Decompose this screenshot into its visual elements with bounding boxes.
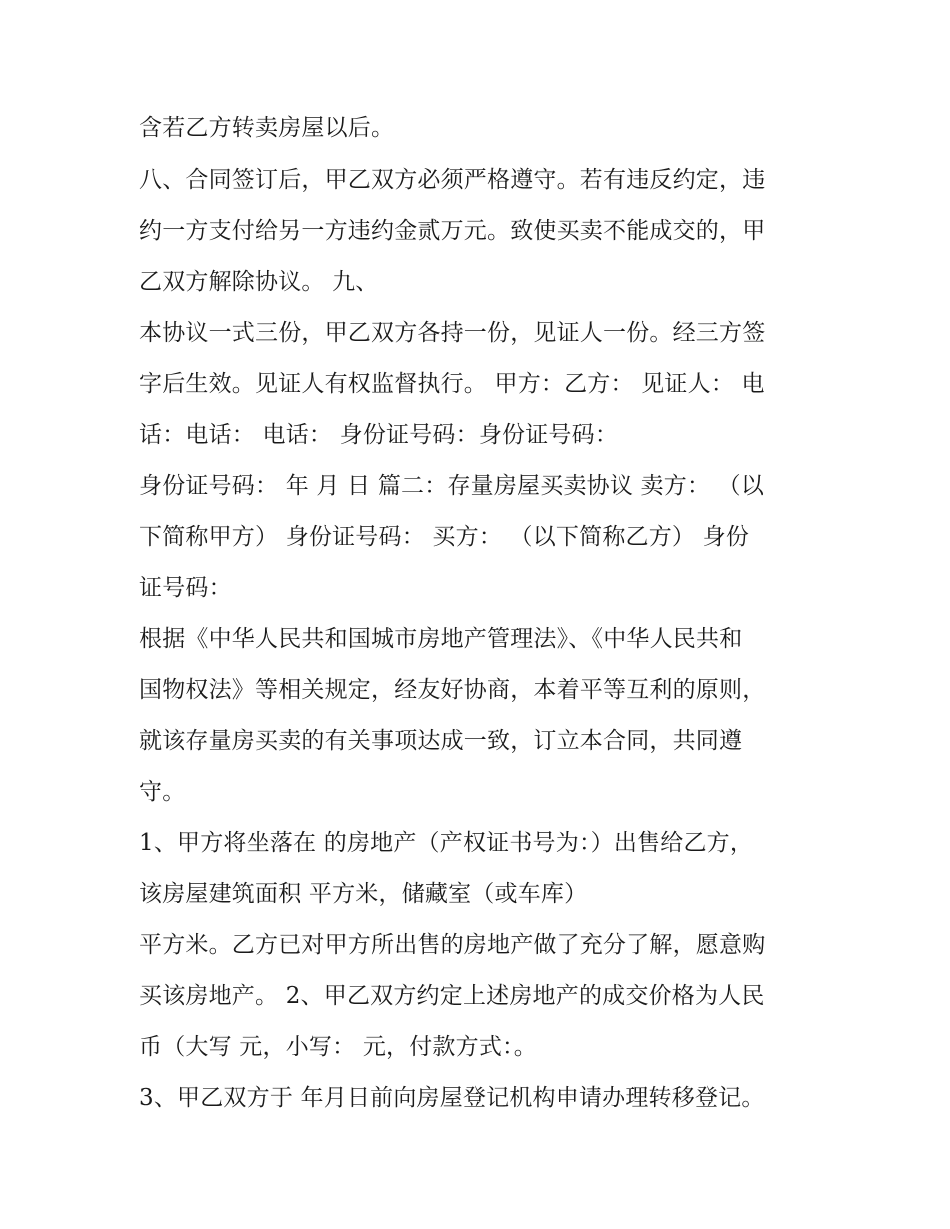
text-line: 约一方支付给另一方违约金贰万元。致使买卖不能成交的，甲 — [139, 218, 766, 244]
text-line: 下简称甲方） 身份证号码： 买方： （以下简称乙方） 身份 — [139, 524, 750, 550]
text-line: 该房屋建筑面积 平方米，储藏室（或车库） — [139, 881, 588, 907]
text-line: 含若乙方转卖房屋以后。 — [139, 115, 395, 141]
text-line: 平方米。乙方已对甲方所出售的房地产做了充分了解，愿意购 — [139, 932, 766, 958]
text-line: 乙双方解除协议。 九、 — [139, 269, 379, 295]
text-line: 字后生效。见证人有权监督执行。 甲方：乙方： 见证人： 电 — [139, 371, 765, 397]
text-line: 八、合同签订后，甲乙双方必须严格遵守。若有违反约定，违 — [139, 167, 766, 193]
text-line: 证号码： — [139, 575, 232, 601]
text-line: 币（大写 元，小写： 元，付款方式：。 — [139, 1034, 537, 1060]
text-line: 身份证号码： 年 月 日 篇二：存量房屋买卖协议 卖方： （以 — [139, 473, 765, 499]
text-line: 国物权法》等相关规定，经友好协商，本着平等互利的原则， — [139, 677, 766, 703]
text-line: 就该存量房买卖的有关事项达成一致，订立本合同，共同遵 — [139, 728, 743, 754]
text-line: 话：电话： 电话： 身份证号码：身份证号码： — [139, 422, 619, 448]
text-line: 1、甲方将坐落在 的房地产（产权证书号为：）出售给乙方， — [139, 830, 754, 856]
text-line: 3、甲乙双方于 年月日前向房屋登记机构申请办理转移登记。 — [139, 1085, 765, 1111]
text-line: 买该房地产。 2、甲乙双方约定上述房地产的成交价格为人民 — [139, 983, 765, 1009]
text-line: 守。 — [139, 779, 186, 805]
text-line: 根据《中华人民共和国城市房地产管理法》、《中华人民共和 — [139, 626, 743, 652]
text-line: 本协议一式三份，甲乙双方各持一份，见证人一份。经三方签 — [139, 320, 766, 346]
